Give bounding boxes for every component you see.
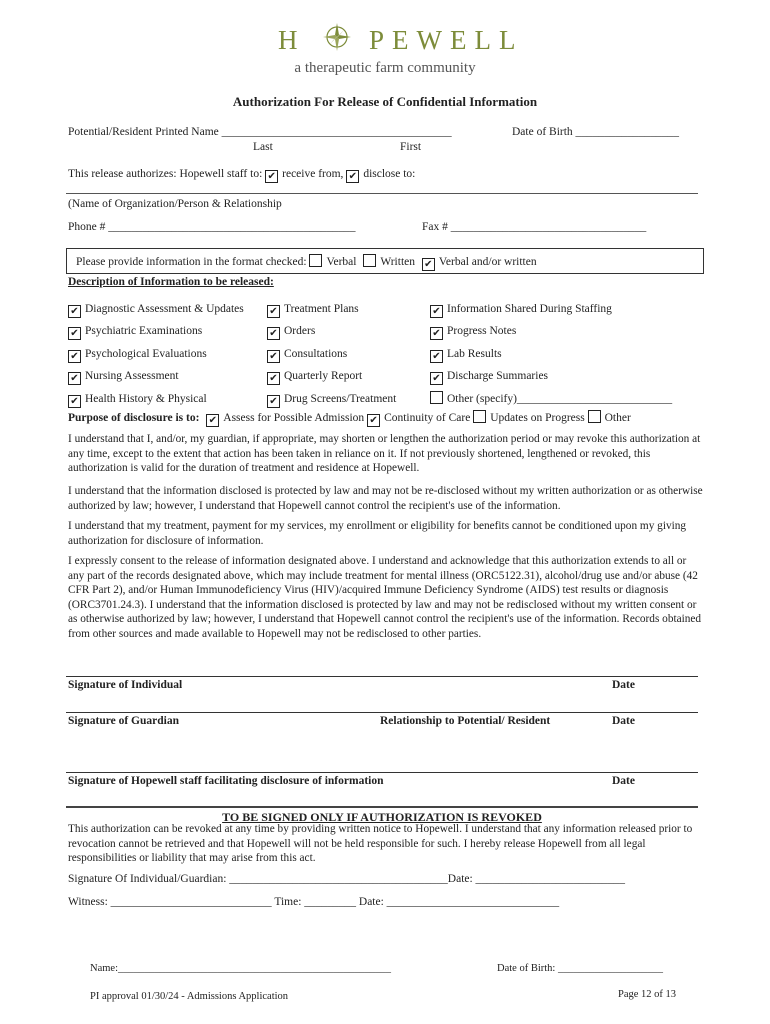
individual-date-label: Date	[612, 679, 635, 691]
item-label: Psychological Evaluations	[85, 347, 207, 360]
item-row[interactable]	[267, 320, 396, 342]
item-checkbox[interactable]	[430, 391, 443, 404]
verbal-label: Verbal	[326, 256, 357, 268]
resident-name-field[interactable]: Potential/Resident Printed Name ________________________________________	[68, 126, 452, 138]
last-name-caption: Last	[253, 141, 273, 153]
other-purpose-label: Other	[604, 412, 631, 424]
written-checkbox[interactable]	[363, 254, 376, 267]
disclose-to-checkbox[interactable]	[346, 170, 359, 183]
revocation-heading: TO BE SIGNED ONLY IF AUTHORIZATION IS REVOKED	[66, 806, 698, 825]
organization-line[interactable]	[66, 193, 698, 194]
item-label: Progress Notes	[447, 325, 517, 338]
item-checkbox[interactable]	[68, 327, 81, 340]
logo-letter-h: H	[278, 25, 306, 55]
item-label: Consultations	[284, 347, 348, 360]
item-row[interactable]	[267, 298, 396, 320]
staff-date-label: Date	[612, 775, 635, 787]
revocation-signature-field[interactable]: Signature Of Individual/Guardian: ______________________________________Date: __________________________	[68, 873, 626, 885]
items-column-1	[68, 298, 244, 410]
first-name-caption: First	[400, 141, 422, 153]
footer-dob-field[interactable]: Date of Birth: ____________________	[497, 963, 663, 974]
item-row[interactable]	[430, 320, 672, 342]
item-checkbox[interactable]	[430, 327, 443, 340]
witness-field[interactable]: Witness: ____________________________ Time: _________ Date: ______________________________	[68, 896, 560, 908]
hopewell-logo	[278, 22, 524, 56]
approval-note: PI approval 01/30/24 - Admissions Application	[90, 991, 289, 1002]
item-checkbox[interactable]	[267, 305, 280, 318]
item-label: Treatment Plans	[284, 303, 359, 315]
item-row[interactable]	[267, 343, 396, 365]
item-row[interactable]	[267, 365, 396, 387]
item-row[interactable]	[430, 388, 672, 410]
other-purpose-checkbox[interactable]	[588, 410, 601, 423]
date-of-birth-field[interactable]: Date of Birth __________________	[512, 126, 680, 138]
item-label: Quarterly Report	[284, 370, 363, 383]
item-checkbox[interactable]	[430, 372, 443, 385]
tagline: a therapeutic farm community	[294, 60, 476, 76]
assess-admission-checkbox[interactable]	[206, 414, 219, 427]
item-checkbox[interactable]	[68, 372, 81, 385]
footer-name-field[interactable]: Name:____________________________________________________	[90, 963, 391, 974]
receive-from-checkbox[interactable]	[265, 170, 278, 183]
staff-signature-line[interactable]	[66, 772, 698, 773]
phone-field[interactable]: Phone # ___________________________________________	[68, 221, 356, 233]
individual-signature-label: Signature of Individual	[68, 679, 183, 691]
item-label: Other (specify)___________________________	[447, 392, 673, 405]
updates-progress-label: Updates on Progress	[490, 412, 585, 424]
item-checkbox[interactable]	[430, 305, 443, 318]
item-label: Diagnostic Assessment & Updates	[85, 303, 244, 315]
guardian-signature-line[interactable]	[66, 712, 698, 713]
logo-text-rest: PEWELL	[369, 25, 524, 55]
format-prefix: Please provide information in the format checked:	[76, 256, 307, 268]
authorizes-prefix: This release authorizes: Hopewell staff to:	[68, 168, 263, 180]
description-heading: Description of Information to be released:	[68, 276, 274, 288]
item-row[interactable]	[68, 343, 244, 365]
continuity-care-checkbox[interactable]	[367, 414, 380, 427]
individual-signature-line[interactable]	[66, 676, 698, 677]
purpose-label: Purpose of disclosure is to:	[68, 412, 200, 424]
item-row[interactable]	[430, 343, 672, 365]
item-checkbox[interactable]	[68, 305, 81, 318]
document-title: Authorization For Release of Confidential Information	[232, 94, 538, 109]
item-row[interactable]	[68, 320, 244, 342]
item-checkbox[interactable]	[68, 395, 81, 408]
purpose-line	[68, 410, 631, 427]
guardian-date-label: Date	[612, 715, 635, 727]
verbal-checkbox[interactable]	[309, 254, 322, 267]
updates-progress-checkbox[interactable]	[473, 410, 486, 423]
disclose-to-label: disclose to:	[363, 168, 416, 180]
item-checkbox[interactable]	[267, 395, 280, 408]
guardian-signature-label: Signature of Guardian	[68, 715, 179, 727]
receive-from-label: receive from,	[282, 168, 344, 180]
verbal-or-written-checkbox[interactable]	[422, 258, 435, 271]
revocation-text: This authorization can be revoked at any time by providing written notice to Hopewell. I understand that any information released prior to revocation cannot be retrieved and that Hopewell will not be held responsible for such. I hereby release Hopewell from all legal responsibilities or liability that may arise from this act.	[68, 823, 693, 864]
item-row[interactable]	[68, 388, 244, 410]
item-label: Discharge Summaries	[447, 370, 549, 383]
item-label: Nursing Assessment	[85, 370, 179, 383]
format-line	[76, 254, 537, 271]
paragraph-revoke-period: I understand that I, and/or, my guardian, if appropriate, may shorten or lengthen the authorization period or may revoke this authorization at any time, except to the extent that action has been taken in reliance on it. If not previously shortened, lengthened or revoked, this authorization is valid for the duration of treatment and residence at Hopewell.	[68, 433, 701, 474]
item-label: Orders	[284, 325, 316, 338]
item-label: Psychiatric Examinations	[85, 325, 203, 338]
paragraph-express-consent: I expressly consent to the release of information designated above. I understand and acknowledge that this authorization extends to all or any part of the records designated above, which may include treatment for mental illness (ORC5122.31), alcohol/drug use and/or abuse (42 CFR Part 2), and/or Human Immunodeficiency Virus (HIV)/acquired Immune Deficiency Syndrome (AIDS) test results or diagnosis (ORC3701.24.3). I understand that the information disclosed is protected by law and may not be redisclosed without my written consent or as otherwise authorized by law; however, I understand that Hopewell cannot control the recipient's use of the information. Records obtained from other sources and made available to Hopewell may not be redisclosed to other parties.	[68, 555, 702, 640]
item-label: Drug Screens/Treatment	[284, 392, 397, 405]
item-row[interactable]	[68, 365, 244, 387]
written-label: Written	[380, 256, 415, 268]
page-number: Page 12 of 13	[618, 989, 677, 1000]
item-label: Health History & Physical	[85, 392, 207, 405]
item-label: Information Shared During Staffing	[447, 303, 612, 315]
items-column-2	[267, 298, 396, 410]
staff-signature-label: Signature of Hopewell staff facilitating disclosure of information	[68, 775, 384, 787]
item-label: Lab Results	[447, 347, 502, 360]
relationship-label: Relationship to Potential/ Resident	[380, 715, 551, 727]
item-checkbox[interactable]	[267, 372, 280, 385]
item-checkbox[interactable]	[68, 350, 81, 363]
verbal-or-written-label: Verbal and/or written	[438, 256, 537, 268]
item-row[interactable]	[430, 365, 672, 387]
item-row[interactable]	[267, 388, 396, 410]
continuity-care-label: Continuity of Care	[384, 412, 471, 424]
fax-field[interactable]: Fax # __________________________________	[422, 221, 647, 233]
item-checkbox[interactable]	[267, 350, 280, 363]
item-row[interactable]	[430, 298, 672, 320]
item-checkbox[interactable]	[430, 350, 443, 363]
compass-rose-icon	[322, 22, 352, 59]
organization-caption: (Name of Organization/Person & Relationship	[68, 198, 282, 210]
authorizes-line	[68, 168, 415, 183]
paragraph-protected-law: I understand that the information disclosed is protected by law and may not be re-disclosed without my written authorization or as otherwise authorized by law; however, I understand that Hopewell cannot control the recipient's use of the information.	[68, 485, 703, 512]
items-column-3	[430, 298, 672, 410]
item-row[interactable]	[68, 298, 244, 320]
assess-admission-label: Assess for Possible Admission	[223, 412, 365, 424]
item-checkbox[interactable]	[267, 327, 280, 340]
paragraph-not-conditioned: I understand that my treatment, payment for my services, my enrollment or eligibility for benefits cannot be conditioned upon my giving authorization for disclosure of information.	[68, 520, 687, 547]
